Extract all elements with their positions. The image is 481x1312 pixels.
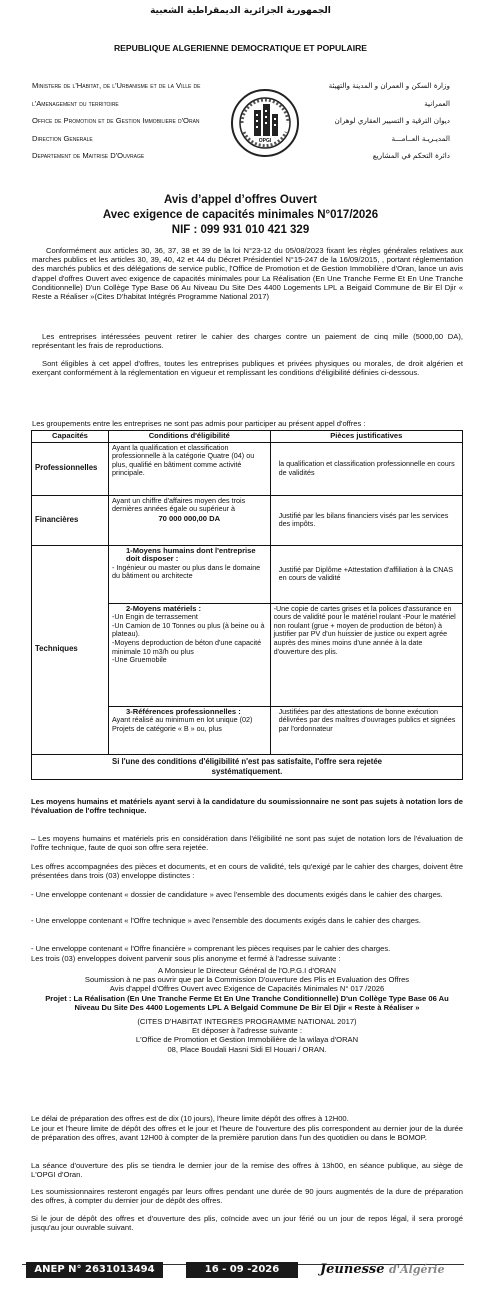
opgi-seal-icon: [230, 88, 300, 158]
intro-paragraph-2: [32, 332, 463, 350]
body-note-bold: Les moyens humains et matériels ayant servi à la candidature du soumissionnaire ne sont pas sujets à notation lors de l'évaluation de l'offre technique.: [31, 797, 463, 816]
title-line-2: Avec exigence de capacités minimales N°017/2026: [102, 209, 379, 221]
fin-amount: 70 000 000,00 DA: [158, 513, 221, 523]
deadline-paragraph-2: Le jour et l'heure limite de dépôt des offres et le jour et l'heure de l'ouverture des plis correspondent au dernier jour de la durée de préparation des offres, avant 12H00 à compter de la première parution dans l'un des quotidien ou dans le BOMOP.: [31, 1124, 463, 1143]
just-moyens-humains: Justifié par Diplôme +Attestation d'affiliation à la CNAS en cours de validité: [270, 545, 462, 603]
body-paragraph-6: - Une enveloppe contenant « l'Offre financière » comprenant les pièces requises par le cahier des charges.: [31, 944, 391, 953]
opgi-logo: [230, 88, 300, 158]
body-paragraph-7: Les trois (03) enveloppes doivent parvenir sous plis anonyme et fermé à l'adresse suivante :: [31, 954, 341, 963]
ministry-header-right: [300, 80, 450, 162]
newspaper-name-part-1: Jeunesse: [320, 1262, 385, 1277]
intro-paragraph-1: [32, 246, 463, 301]
references-title: 3-Références professionnelles :: [125, 706, 241, 716]
fin-cond-text: Ayant un chiffre d'affaires moyen des trois dernières années égale ou supérieur à: [111, 495, 246, 514]
moyens-humains-text: - Ingénieur ou master ou plus dans le domaine du bâtiment ou architecte: [111, 562, 261, 581]
left-line-1: Ministere de l'Habitat, de l'Urbanisme et de la Ville de: [32, 81, 201, 90]
newspaper-name: [320, 1259, 450, 1281]
project-line: Projet : La Réalisation (En Une Tranche Ferme Et En Une Tranche Conditionnelle) D'un Collège Type Base 06 Au Niveau Du Site Des 4400 Logements LPL A Belgaid Commune De Bir El Djir « Reste à Réaliser »: [45, 993, 449, 1012]
table-row: [32, 495, 463, 545]
newspaper-name-part-2: d'Algérie: [389, 1263, 445, 1276]
address-line-3: Avis d'appel d'Offres Ouvert avec Exigence de Capacités Minimales N° 017 /2026: [109, 984, 385, 994]
left-line-2: l'Amenagement du territoire: [32, 98, 119, 108]
materiel-item-1: -Un Engin de terrassement: [111, 612, 198, 622]
table-row: [32, 545, 463, 603]
notice-title: [0, 193, 481, 238]
moyens-humains-title: 1-Moyens humains dont l'entreprise doit disposer :: [125, 545, 256, 564]
just-professionnelles: la qualification et classification professionnelle en cours de validités: [270, 442, 462, 495]
cond-professionnelles: Ayant la qualification et classification professionnelle à la catégorie Quatre (04) ou plus, qualifié en bâtiment comme activité principale.: [108, 442, 270, 495]
materiel-item-3: -Moyens deproduction de béton d'une capacité minimale 10 m3/h ou plus: [111, 637, 262, 656]
col-header-capacites: Capacités: [32, 431, 109, 443]
rejection-note: Si l'une des conditions d'éligibilité n'est pas satisfaite, l'offre sera rejetée systématiquement.: [32, 754, 463, 779]
col-header-pieces: Pièces justificatives: [270, 431, 462, 443]
deadline-paragraph-3: La séance d'ouverture des plis se tiendra le dernier jour de la remise des offres à 13h00, en séance publique, au siège de L'OPGI d'Oran.: [31, 1161, 463, 1180]
cap-financieres: Financières: [32, 495, 109, 545]
deadline-paragraph-1: Le délai de préparation des offres est de dix (10 jours), l'heure limite dépôt des offres à 12H00.: [31, 1114, 349, 1123]
left-line-5: Departement de Maitrise D'Ouvrage: [32, 151, 145, 160]
table-row: [32, 442, 463, 495]
address-line-6: Et déposer à l'adresse suivante :: [192, 1026, 302, 1036]
right-line-1: وزارة السكن و العمران و المدينة والتهيئة: [328, 81, 450, 90]
col-header-conditions: Conditions d'éligibilité: [108, 431, 270, 443]
cap-professionnelles: Professionnelles: [32, 442, 109, 495]
publication-date: 16 - 09 -2026: [186, 1262, 298, 1278]
materiel-item-2: -Un Camion de 10 Tonnes ou plus (à beine ou à plateau).: [111, 620, 265, 639]
cond-moyens-materiels: [108, 603, 270, 706]
body-paragraph-3: Les offres accompagnées des pièces et documents, et en cours de validité, tels qu'exigé par le cahier des charges, doivent être présentées dans trois (03) enveloppe distinctes :: [31, 862, 463, 881]
french-republic-title: REPUBLIQUE ALGERIENNE DEMOCRATIQUE ET POPULAIRE: [113, 43, 368, 53]
right-line-5: دائرة التحكم في المشاريع: [372, 151, 450, 160]
left-line-3: Office de Promotion et de Gestion Immobiliere d'Oran: [32, 116, 200, 125]
cond-references: [108, 706, 270, 754]
just-moyens-materiels: -Une copie de cartes grises et la polices d'assurance en cours de validité pour le matériel roulant -Pour le matériel non roulant (grue + moyen de production de béton) à justifier par PV d'un huissier de justice ou expert agrée auprès des mines moins d'une année à la date d'ouverture des plis.: [270, 603, 462, 706]
intro-paragraph-4: Les groupements entre les entreprises ne sont pas admis pour participer au présent appel d'offres :: [32, 419, 366, 428]
intro-text-2: Les entreprises intéressées peuvent retirer le cahier des charges contre un paiement de cinq mille (5000,00 DA), représentant les frais de reproductions.: [32, 332, 463, 351]
arabic-republic-title: الجمهورية الجزائرية الديمقراطية الشعبية: [150, 6, 331, 16]
address-line-8: 08, Place Boudali Hasni Sidi El Houari / ORAN.: [167, 1044, 327, 1054]
left-line-4: Direction Generale: [32, 133, 93, 143]
body-paragraph-4: - Une enveloppe contenant « dossier de candidature » avec l'ensemble des documents exigés dans le cahier des charges.: [31, 890, 443, 899]
cap-techniques: Techniques: [32, 545, 109, 754]
logo-label: OPGI: [258, 138, 272, 144]
moyens-materiels-title: 2-Moyens matériels :: [125, 603, 202, 613]
right-line-2: العمرانية: [424, 98, 450, 108]
ministry-header-left: [32, 80, 232, 162]
intro-paragraph-3: [32, 359, 463, 377]
table-header-row: [32, 431, 463, 443]
deadline-paragraph-4: Les soumissionnaires resteront engagés par leurs offres pendant une durée de 90 jours augmentés de la dure de préparation des offres, à compter du dernier jour de dépôt des offres.: [31, 1187, 463, 1206]
anep-number: ANEP N° 2631013494: [26, 1262, 163, 1278]
title-line-3: NIF : 099 931 010 421 329: [171, 224, 310, 236]
just-references: Justifiées par des attestations de bonne exécution délivrées par des maîtres d'ouvrages publics et signées par l'ordonnateur: [270, 706, 462, 754]
address-line-1: A Monsieur le Directeur Général de l'O.P.G.I d'ORAN: [158, 966, 336, 975]
cond-moyens-humains: [108, 545, 270, 603]
right-line-3: ديوان الترقية و التسيير العقاري لوهران: [334, 116, 450, 125]
body-paragraph-5: - Une enveloppe contenant « l'Offre technique » avec l'ensemble des documents exigés dans le cahier des charges.: [31, 916, 421, 925]
right-line-4: المديـريـة العــامـــة: [391, 133, 450, 143]
intro-text-1: Conformément aux articles 30, 36, 37, 38 et 39 de la loi N°23-12 du 05/08/2023 fixant les règles générales relatives aux marches publics et les articles 30, 39, 40, 42 et 44 du Décret Présidentiel N°15-247 de la 16/09/2015, , portant réglementation des marchés publics et des délégations de service public, l'Office de Promotion et de Gestion Immobilière d'Oran, lance un avis d'appel d'offres Ouvert avec exigence de capacités minimales pour La Réalisation (En Une Tranche Ferme Et En Une Tranche Conditionnelle) D'un Collège Type Base 06 Au Niveau Du Site Des 4400 Logements LPL a Beigaid Commune de Bir El Djir « Reste a Réaliser »(Cites D'habitat Intégrés Programme National 2017): [32, 246, 463, 302]
address-line-2: Soumission à ne pas ouvrir que par la Commission D'ouverture des Plis et Evaluation des Offres: [84, 975, 410, 985]
references-text: Ayant réalisé au minimum en lot unique (02) Projets de catégorie « B » ou, plus: [111, 715, 253, 733]
address-line-5: (CITES D'HABITAT INTEGRES PROGRAMME NATIONAL 2017): [137, 1017, 357, 1027]
intro-text-3: Sont éligibles à cet appel d'offres, toutes les entreprises publiques et privées physiques ou morales, de droit algérien et exerçant conformément à la réglementation en vigueur et remplissant les conditions d'éligibilité définies ci-dessous.: [32, 359, 463, 378]
eligibility-table: [31, 430, 463, 780]
title-line-1: Avis d’appel d’offres Ouvert: [164, 194, 317, 206]
deadline-paragraph-5: Si le jour de dépôt des offres et d'ouverture des plis, coïncide avec un jour férié ou un jour de repos légal, il sera prorogé jusqu'au jour ouvrable suivant.: [31, 1214, 463, 1233]
address-line-7: L'Office de Promotion et Gestion Immobilière de la wilaya d'ORAN: [135, 1035, 359, 1045]
table-footer-row: [32, 754, 463, 779]
address-block: [31, 966, 463, 1054]
body-paragraph-2: – Les moyens humains et matériels pris en considération dans l'éligibilité ne sont pas sujet de notation lors de l'évaluation de l'offre technique, faute de quoi son offre sera rejetée.: [31, 834, 463, 853]
materiel-item-4: -Une Gruemobile: [111, 655, 167, 665]
just-financieres: Justifié par les bilans financiers visés par les services des impôts.: [270, 495, 462, 545]
cond-financieres: [108, 495, 270, 545]
